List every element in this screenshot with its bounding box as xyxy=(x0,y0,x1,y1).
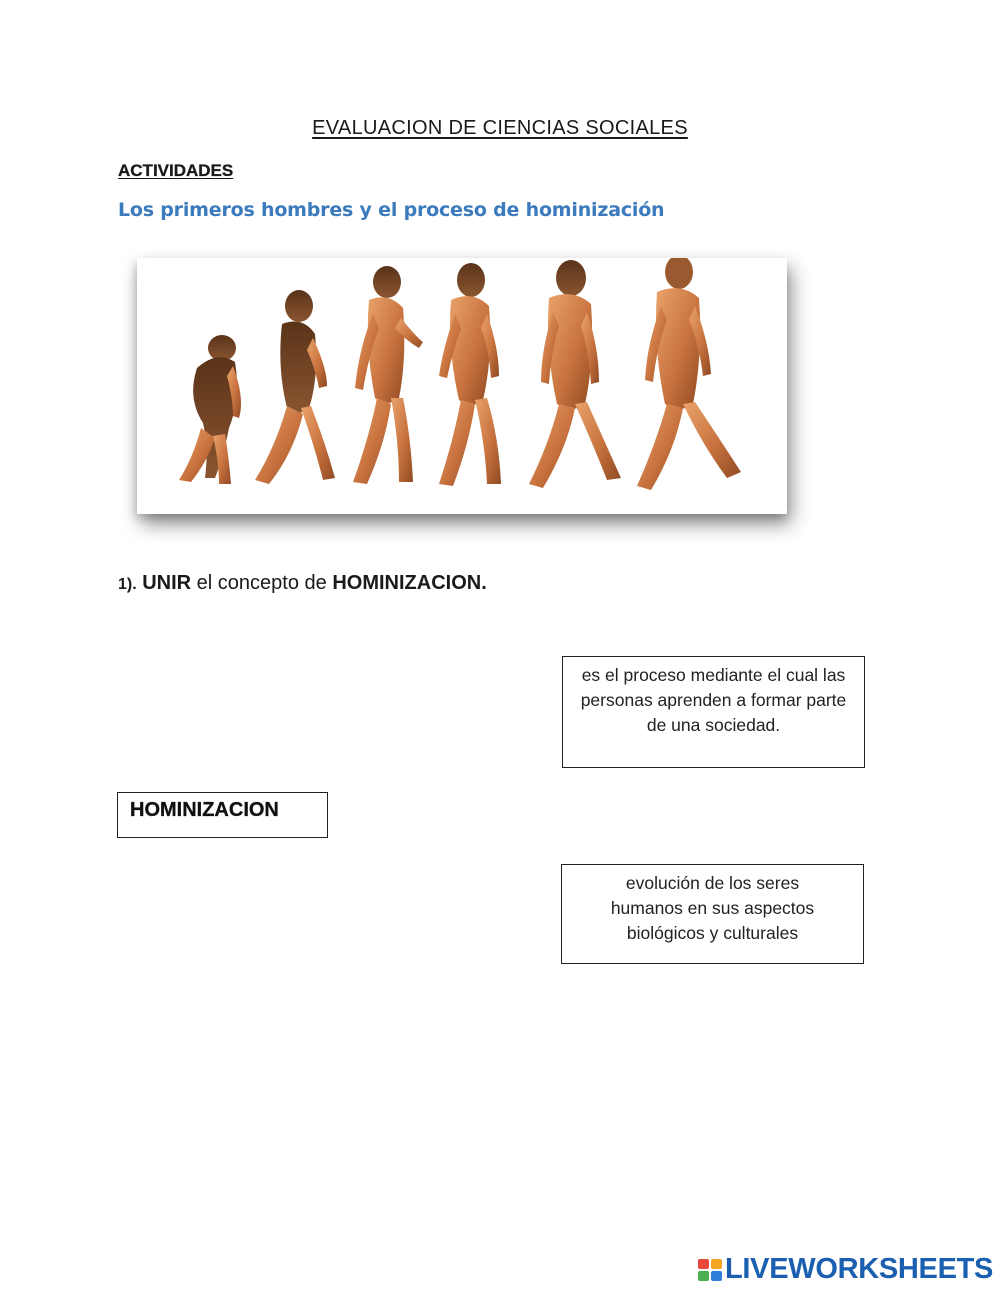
match-option-b[interactable]: evolución de los seres humanos en sus aspectos biológicos y culturales xyxy=(561,864,864,964)
question-number: 1). xyxy=(118,576,137,593)
human-evolution-illustration xyxy=(137,258,787,514)
section-label: ACTIVIDADES xyxy=(118,161,234,180)
topic-subtitle: Los primeros hombres y el proceso de hominización xyxy=(118,199,665,221)
question-verb: UNIR xyxy=(142,572,192,594)
question-text: el concepto de xyxy=(191,572,333,594)
evolution-figure-6 xyxy=(637,258,741,490)
logo-tile-orange xyxy=(711,1259,722,1269)
evolution-figure-2 xyxy=(255,290,335,484)
question-1 xyxy=(118,572,487,595)
brand-name: LIVEWORKSHEETS xyxy=(725,1253,994,1285)
match-option-a[interactable]: es el proceso mediante el cual las personas aprenden a formar parte de una sociedad. xyxy=(562,656,865,768)
logo-tile-blue xyxy=(711,1271,722,1281)
human-evolution-icon xyxy=(137,258,787,514)
logo-tile-red xyxy=(698,1259,709,1269)
logo-tile-green xyxy=(698,1271,709,1281)
worksheet-title: EVALUACION DE CIENCIAS SOCIALES xyxy=(312,117,688,139)
evolution-figure-1 xyxy=(179,335,241,484)
match-term-box[interactable]: HOMINIZACION xyxy=(117,792,328,838)
brand-logo[interactable] xyxy=(698,1253,993,1286)
evolution-figure-5 xyxy=(529,260,621,488)
evolution-figure-4 xyxy=(439,263,501,486)
liveworksheets-logo-icon xyxy=(698,1259,722,1281)
question-term: HOMINIZACION. xyxy=(332,572,487,594)
evolution-figure-3 xyxy=(353,266,423,484)
